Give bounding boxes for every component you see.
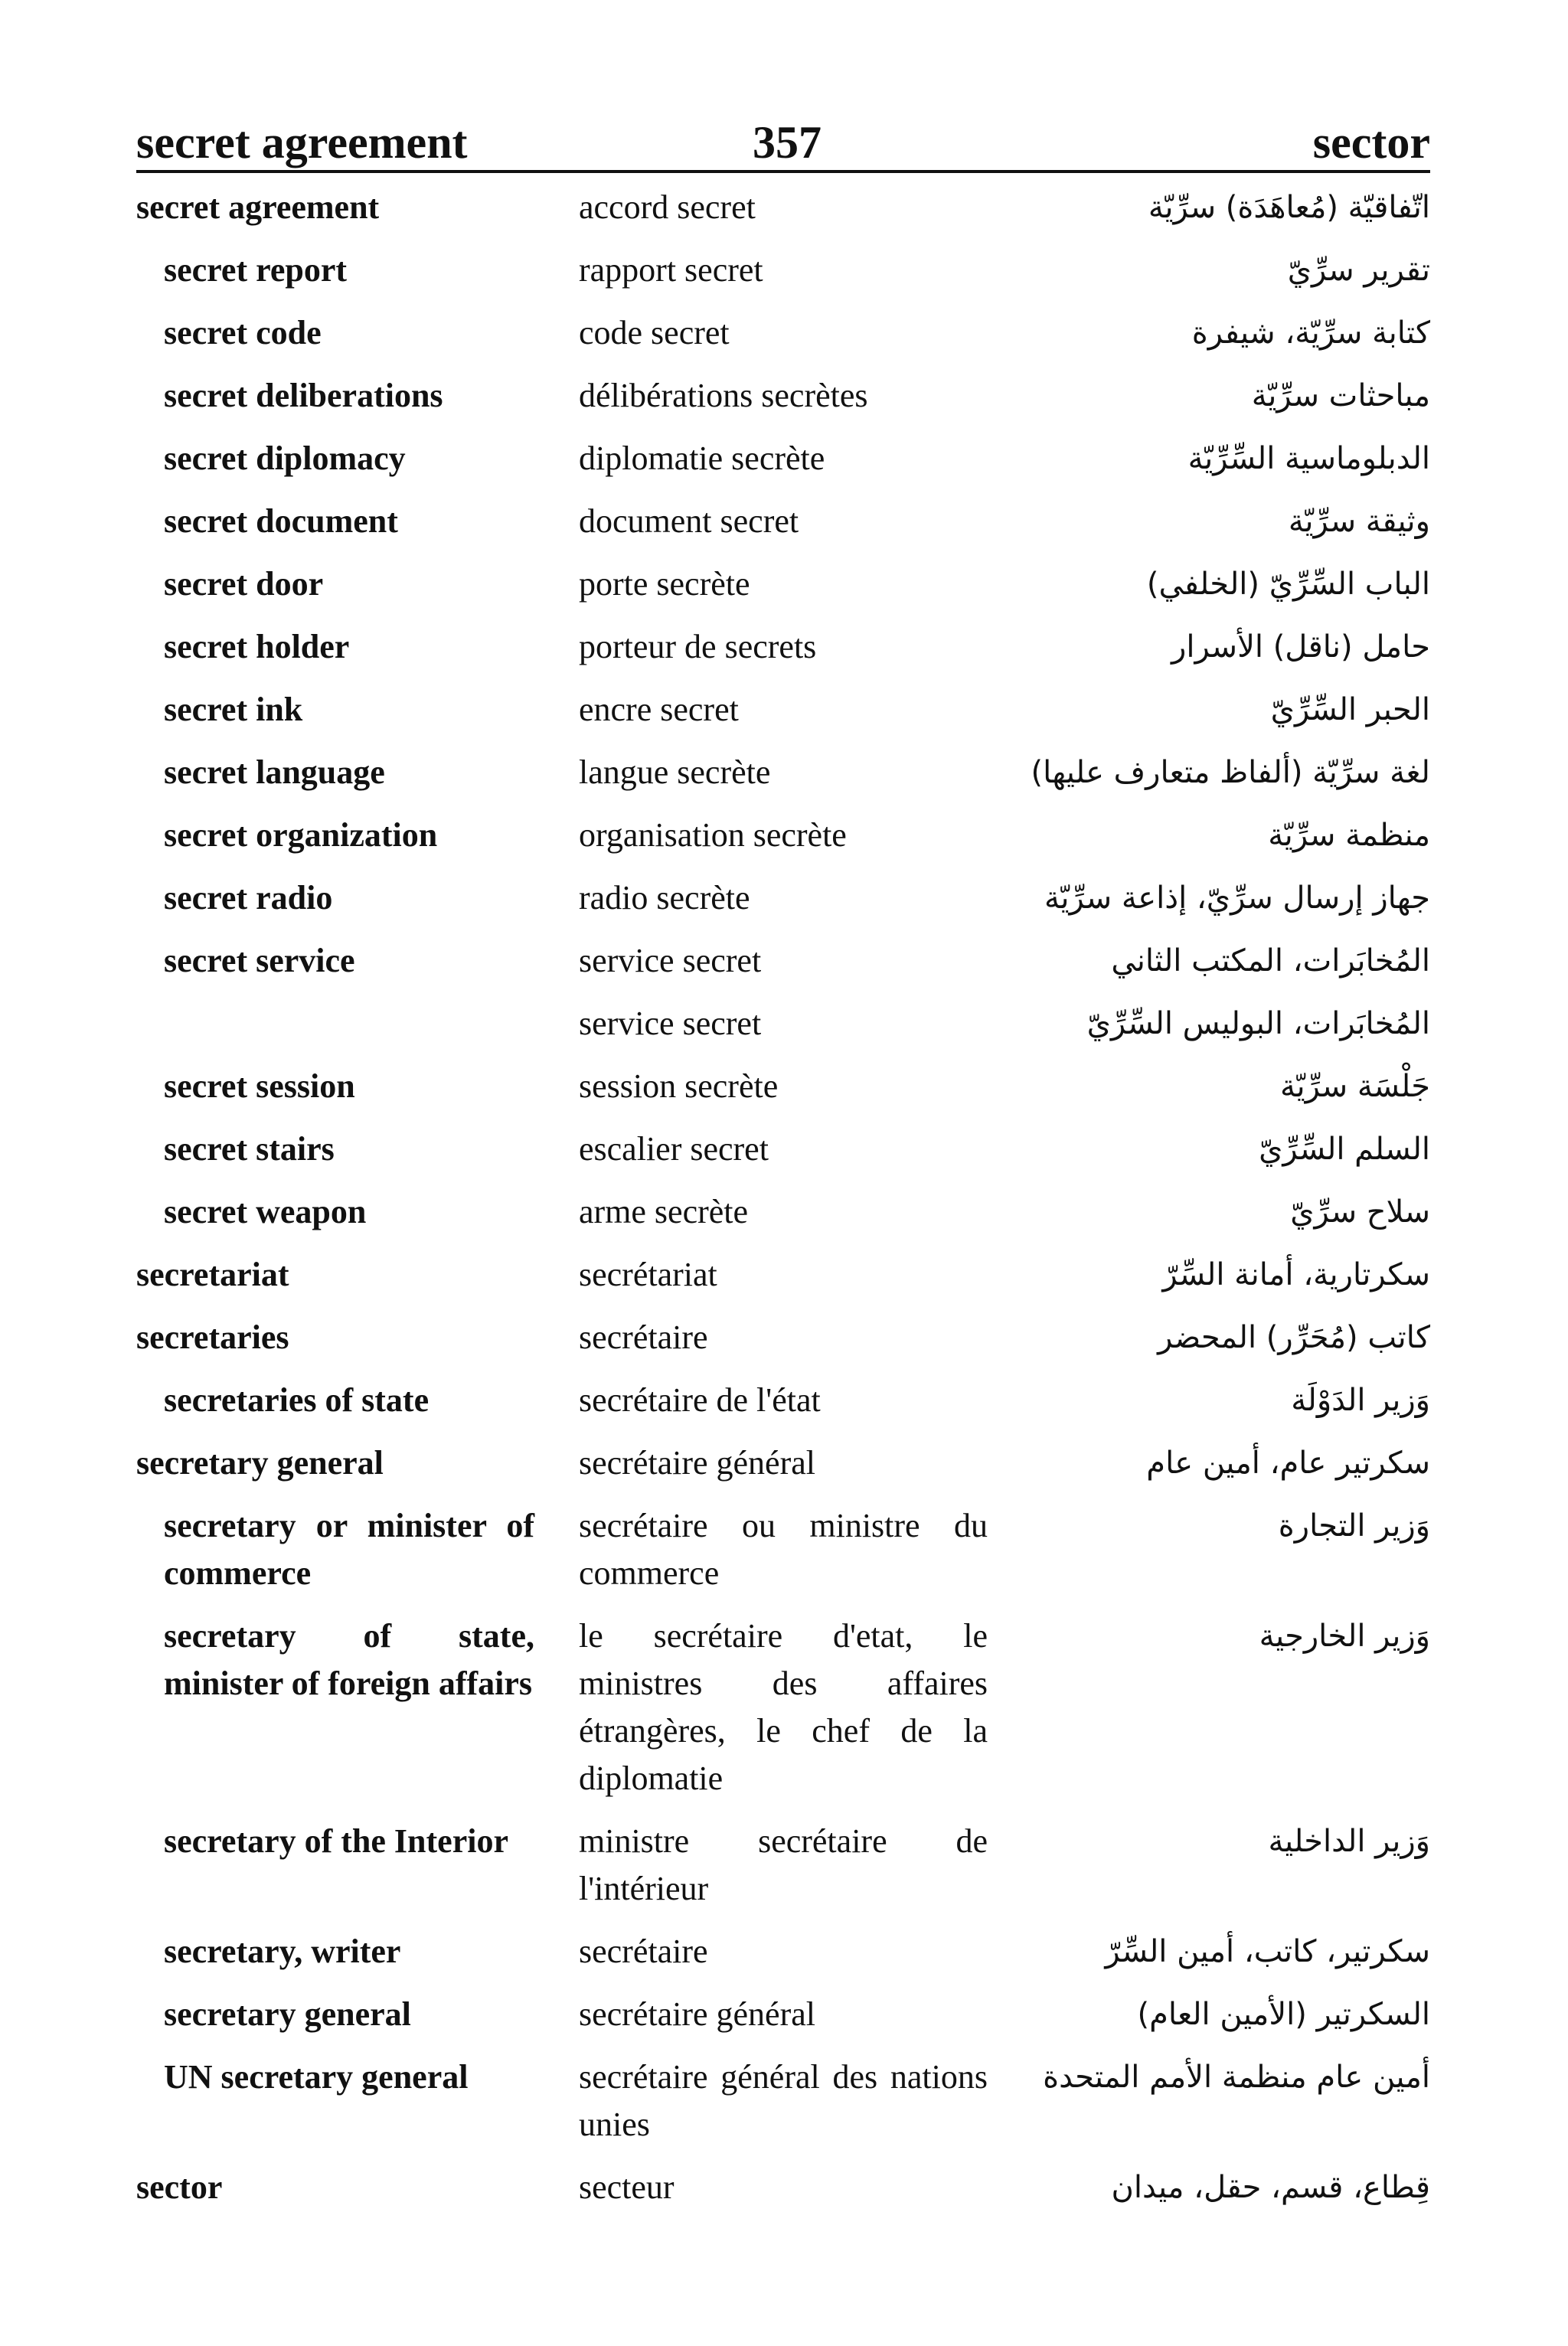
english-term: secret session xyxy=(164,1067,355,1105)
dictionary-entry xyxy=(0,1439,1568,1502)
dictionary-entry xyxy=(0,1188,1568,1251)
arabic-translation: المُخابَرات، المكتب الثاني xyxy=(1111,943,1430,979)
arabic-translation: الدبلوماسية السِّرِّيّة xyxy=(1187,441,1430,476)
arabic-translation: سكرتير، كاتب، أمين السِّرّ xyxy=(1105,1934,1430,1969)
french-translation: secrétaire de l'état xyxy=(579,1381,821,1419)
dictionary-entry xyxy=(0,1251,1568,1314)
french-translation: ministre secrétaire de l'intérieur xyxy=(579,1822,988,1907)
arabic-translation: قِطاع، قسم، حقل، ميدان xyxy=(1111,2170,1430,2205)
arabic-translation: كاتب (مُحَرِّر) المحضر xyxy=(1158,1320,1430,1355)
french-translation: secrétaire général xyxy=(579,1444,815,1482)
english-term: secret code xyxy=(164,314,322,351)
dictionary-entry xyxy=(0,498,1568,560)
dictionary-entry xyxy=(0,812,1568,874)
dictionary-entry xyxy=(0,1377,1568,1439)
english-term: secretary general xyxy=(164,1995,411,2033)
english-term: secretaries xyxy=(136,1318,289,1356)
dictionary-entry xyxy=(0,1063,1568,1126)
dictionary-entry xyxy=(0,1314,1568,1377)
french-translation: le secrétaire d'etat, le ministres des affaires étrangères, le chef de la diplomatie xyxy=(579,1617,988,1797)
arabic-translation: جَلْسَة سرِّيّة xyxy=(1280,1069,1430,1104)
french-translation: radio secrète xyxy=(579,879,750,917)
dictionary-entry xyxy=(0,309,1568,372)
dictionary-entry xyxy=(0,1612,1568,1818)
arabic-translation: تقرير سرِّيّ xyxy=(1287,253,1430,288)
arabic-translation: المُخابَرات، البوليس السِّرِّيّ xyxy=(1086,1006,1430,1041)
dictionary-entries xyxy=(0,184,1568,2227)
french-translation: escalier secret xyxy=(579,1130,769,1168)
arabic-translation: السكرتير (الأمين العام) xyxy=(1137,1997,1430,2032)
arabic-translation: الحبر السِّرِّيّ xyxy=(1270,692,1430,727)
arabic-translation: وَزير الدَوْلَة xyxy=(1291,1383,1430,1418)
french-translation: porte secrète xyxy=(579,565,750,603)
english-term: secret stairs xyxy=(164,1130,335,1168)
english-term: secret deliberations xyxy=(164,377,443,414)
arabic-translation: وثيقة سرِّيّة xyxy=(1288,504,1430,539)
arabic-translation: سلاح سرِّيّ xyxy=(1290,1194,1430,1230)
french-translation: code secret xyxy=(579,314,730,351)
french-translation: document secret xyxy=(579,502,799,540)
dictionary-entry xyxy=(0,874,1568,937)
english-term: secret door xyxy=(164,565,324,603)
dictionary-entry xyxy=(0,372,1568,435)
english-term: secret diplomacy xyxy=(164,439,406,477)
french-translation: service secret xyxy=(579,1005,762,1042)
arabic-translation: سكرتير عام، أمين عام xyxy=(1146,1446,1430,1481)
dictionary-entry xyxy=(0,560,1568,623)
dictionary-entry xyxy=(0,435,1568,498)
english-term: secret weapon xyxy=(164,1193,367,1230)
dictionary-entry xyxy=(0,2054,1568,2164)
english-term: secret organization xyxy=(164,816,438,854)
dictionary-entry xyxy=(0,184,1568,247)
english-term: secretary general xyxy=(136,1444,384,1482)
arabic-translation: وَزير التجارة xyxy=(1278,1508,1430,1544)
arabic-translation: اتّفاقيّة (مُعاهَدَة) سرِّيّة xyxy=(1148,190,1430,225)
french-translation: service secret xyxy=(579,942,762,979)
arabic-translation: وَزير الداخلية xyxy=(1268,1824,1430,1859)
french-translation: secrétaire xyxy=(579,1933,708,1970)
english-term: secret document xyxy=(164,502,398,540)
english-term: secret holder xyxy=(164,628,350,665)
dictionary-entry xyxy=(0,749,1568,812)
french-translation: secrétaire général des nations unies xyxy=(579,2058,988,2143)
dictionary-entry xyxy=(0,1502,1568,1612)
english-term: secretary of the Interior xyxy=(164,1822,508,1860)
english-term: secret agreement xyxy=(136,188,380,226)
arabic-translation: حامل (ناقل) الأسرار xyxy=(1171,629,1430,665)
dictionary-entry xyxy=(0,1818,1568,1928)
arabic-translation: مباحثات سرِّيّة xyxy=(1251,378,1430,413)
dictionary-entry xyxy=(0,1126,1568,1188)
arabic-translation: الباب السِّرِّيّ (الخلفي) xyxy=(1146,567,1430,602)
arabic-translation: لغة سرِّيّة (ألفاظ متعارف عليها) xyxy=(1031,755,1430,790)
running-header xyxy=(136,115,1430,173)
french-translation: secteur xyxy=(579,2168,675,2206)
arabic-translation: منظمة سرِّيّة xyxy=(1268,818,1430,853)
english-term: secretaries of state xyxy=(164,1381,430,1419)
arabic-translation: السلم السِّرِّيّ xyxy=(1259,1132,1430,1167)
english-term: secretary or minister of commerce xyxy=(164,1507,534,1592)
english-term: secret report xyxy=(164,251,348,289)
english-term: secret language xyxy=(164,753,385,791)
english-term: secret ink xyxy=(164,691,303,728)
dictionary-entry xyxy=(0,937,1568,1000)
arabic-translation: وَزير الخارجية xyxy=(1259,1619,1430,1654)
dictionary-entry xyxy=(0,247,1568,309)
english-term: secretary of state, minister of foreign affairs xyxy=(164,1617,534,1702)
french-translation: délibérations secrètes xyxy=(579,377,868,414)
header-last-entry: sector xyxy=(1312,117,1430,168)
french-translation: secrétaire général xyxy=(579,1995,815,2033)
arabic-translation: سكرتارية، أمانة السِّرّ xyxy=(1162,1257,1430,1292)
arabic-translation: أمين عام منظمة الأمم المتحدة xyxy=(1043,2060,1430,2095)
dictionary-entry xyxy=(0,1000,1568,1063)
dictionary-entry xyxy=(0,2164,1568,2227)
french-translation: rapport secret xyxy=(579,251,763,289)
french-translation: diplomatie secrète xyxy=(579,439,825,477)
french-translation: session secrète xyxy=(579,1067,779,1105)
french-translation: langue secrète xyxy=(579,753,771,791)
dictionary-entry xyxy=(0,1928,1568,1991)
header-first-entry: secret agreement xyxy=(136,117,468,168)
french-translation: secrétaire ou ministre du commerce xyxy=(579,1507,988,1592)
arabic-translation: كتابة سرِّيّة، شيفرة xyxy=(1191,315,1430,351)
english-term: secretariat xyxy=(136,1256,289,1293)
english-term: secret service xyxy=(164,942,355,979)
french-translation: arme secrète xyxy=(579,1193,749,1230)
arabic-translation: جهاز إرسال سرِّيّ، إذاعة سرِّيّة xyxy=(1044,881,1430,916)
page-number: 357 xyxy=(753,117,822,168)
english-term: UN secretary general xyxy=(164,2058,469,2096)
french-translation: secrétariat xyxy=(579,1256,717,1293)
french-translation: encre secret xyxy=(579,691,739,728)
french-translation: accord secret xyxy=(579,188,756,226)
french-translation: porteur de secrets xyxy=(579,628,817,665)
dictionary-entry xyxy=(0,1991,1568,2054)
english-term: secret radio xyxy=(164,879,333,917)
dictionary-entry xyxy=(0,686,1568,749)
dictionary-entry xyxy=(0,623,1568,686)
english-term: sector xyxy=(136,2168,223,2206)
french-translation: secrétaire xyxy=(579,1318,708,1356)
french-translation: organisation secrète xyxy=(579,816,847,854)
english-term: secretary, writer xyxy=(164,1933,401,1970)
